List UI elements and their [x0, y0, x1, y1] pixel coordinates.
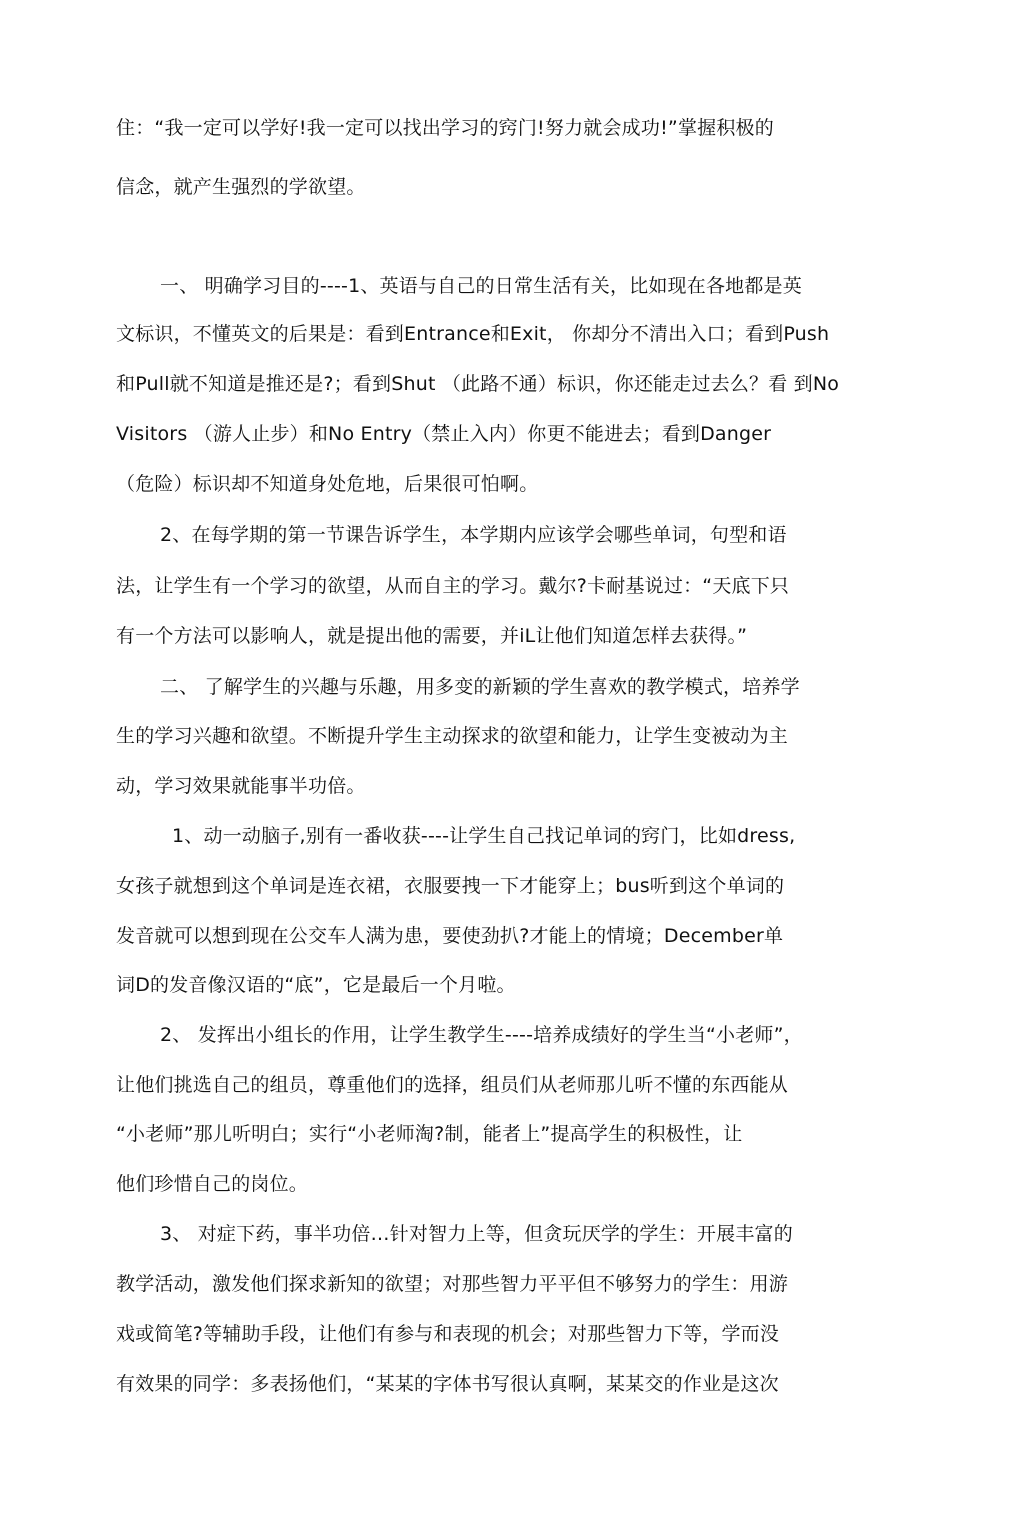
text-line: 一、 明确学习目的----1、英语与自己的日常生活有关，比如现在各地都是英 [160, 275, 802, 297]
text-line: 教学活动，激发他们探求新知的欲望；对那些智力平平但不够努力的学生：用游 [116, 1273, 789, 1295]
text-line: 二、 了解学生的兴趣与乐趣，用多变的新颖的学生喜欢的教学模式，培养学 [160, 676, 800, 698]
text-line: 文标识，不懂英文的后果是：看到Entrance和Exit， 你却分不清出入口；看到Push [116, 323, 830, 345]
text-line: 女孩子就想到这个单词是连衣裙，衣服要拽一下才能穿上；bus听到这个单词的 [116, 875, 785, 897]
text-line: 2、在每学期的第一节课告诉学生，本学期内应该学会哪些单词，句型和语 [160, 524, 787, 546]
text-line: 和Pull就不知道是推还是?；看到Shut （此路不通）标识，你还能走过去么？看 到No [116, 373, 840, 395]
text-line: “小老师”那儿听明白；实行“小老师淘?制，能者上”提高学生的积极性，让 [116, 1123, 743, 1145]
text-line: 生的学习兴趣和欲望。不断提升学生主动探求的欲望和能力，让学生变被动为主 [116, 725, 789, 747]
text-line: 戏或简笔?等辅助手段，让他们有参与和表现的机会；对那些智力下等，学而没 [116, 1323, 780, 1345]
text-line: 词D的发音像汉语的“底”，它是最后一个月啦。 [116, 974, 516, 996]
text-line: 2、 发挥出小组长的作用，让学生教学生----培养成绩好的学生当“小老师”， [160, 1024, 803, 1046]
text-line: 有一个方法可以影响人，就是提出他的需要，并iL让他们知道怎样去获得。” [116, 625, 748, 647]
text-line: 他们珍惜自己的岗位。 [116, 1173, 309, 1195]
text-line: 让他们挑选自己的组员，尊重他们的选择，组员们从老师那儿听不懂的东西能从 [116, 1074, 789, 1096]
text-line: 信念，就产生强烈的学欲望。 [116, 176, 366, 198]
text-line: 住：“我一定可以学好!我一定可以找出学习的窍门!努力就会成功!”掌握积极的 [116, 117, 774, 139]
text-line: 有效果的同学：多表扬他们，“某某的字体书写很认真啊，某某交的作业是这次 [116, 1373, 779, 1395]
text-line: Visitors （游人止步）和No Entry（禁止入内）你更不能进去；看到Danger [116, 423, 772, 445]
text-line: 发音就可以想到现在公交车人满为患，要使劲扒?才能上的情境；December单 [116, 925, 784, 947]
text-line: 3、 对症下药，事半功倍…针对智力上等，但贪玩厌学的学生：开展丰富的 [160, 1223, 793, 1245]
text-line: 1、动一动脑子,别有一番收获----让学生自己找记单词的窍门，比如dress, [172, 825, 796, 847]
text-line: 法，让学生有一个学习的欲望，从而自主的学习。戴尔?卡耐基说过：“天底下只 [116, 575, 790, 597]
text-line: 动，学习效果就能事半功倍。 [116, 775, 366, 797]
text-line: （危险）标识却不知道身处危地，后果很可怕啊。 [116, 473, 539, 495]
